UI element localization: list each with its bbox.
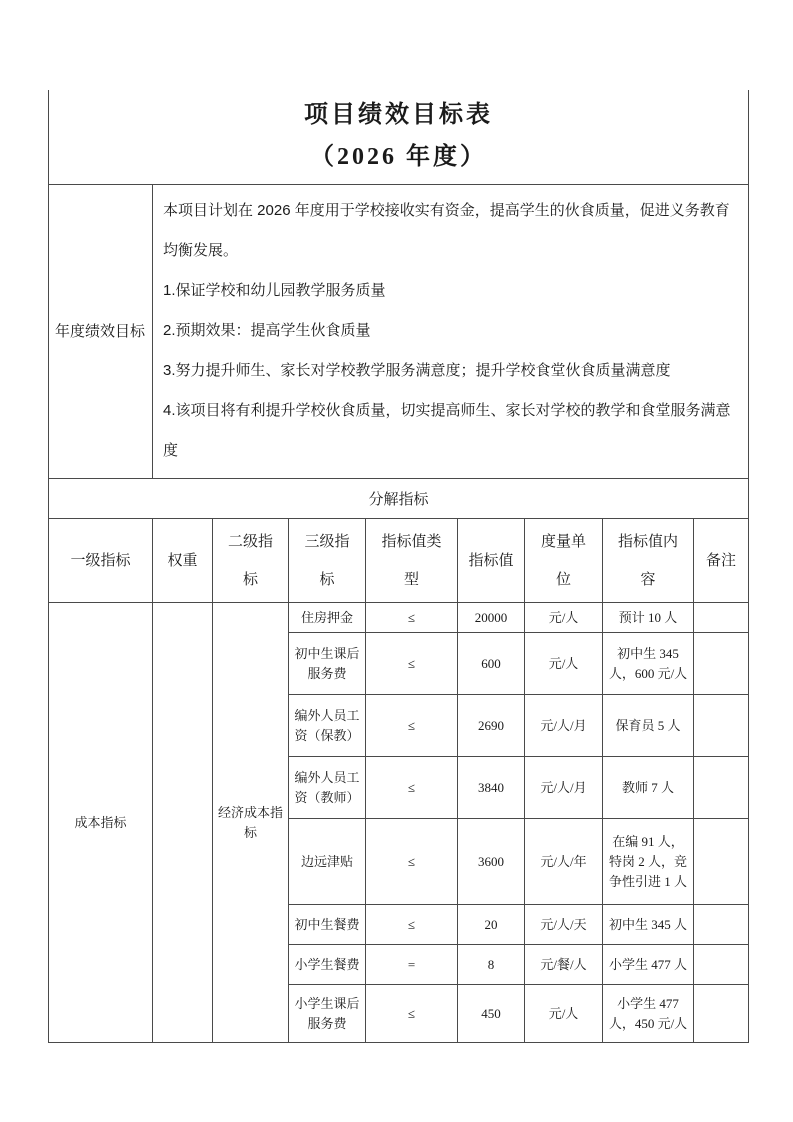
value-type-cell: ≤ — [366, 603, 458, 633]
header-level3-indicator: 三级指标 — [289, 519, 366, 603]
value-cell: 2690 — [458, 695, 525, 757]
goal-paragraph: 1.保证学校和幼儿园教学服务质量 — [163, 282, 386, 299]
note-cell — [694, 695, 749, 757]
header-level2-indicator: 二级指标 — [213, 519, 289, 603]
unit-cell: 元/人/月 — [525, 757, 603, 819]
value-content-cell: 教师 7 人 — [603, 757, 694, 819]
note-cell — [694, 757, 749, 819]
header-weight: 权重 — [153, 519, 213, 603]
indicator-cell: 编外人员工资（保教） — [289, 695, 366, 757]
value-cell: 3840 — [458, 757, 525, 819]
note-cell — [694, 945, 749, 985]
value-content-cell: 在编 91 人，特岗 2 人，竞争性引进 1 人 — [603, 819, 694, 905]
weight-cell — [153, 603, 213, 1043]
value-type-cell: ≤ — [366, 695, 458, 757]
page-title: 项目绩效目标表 — [304, 102, 493, 128]
table-row — [49, 603, 749, 633]
title-cell — [49, 90, 749, 185]
value-content-cell: 小学生 477 人，450 元/人 — [603, 985, 694, 1043]
header-value: 指标值 — [458, 519, 525, 603]
value-cell: 3600 — [458, 819, 525, 905]
value-type-cell: ≤ — [366, 757, 458, 819]
unit-cell: 元/人 — [525, 985, 603, 1043]
value-type-cell: ≤ — [366, 819, 458, 905]
note-cell — [694, 603, 749, 633]
header-value-content: 指标值内容 — [603, 519, 694, 603]
header-level1-indicator: 一级指标 — [49, 519, 153, 603]
unit-cell: 元/人/天 — [525, 905, 603, 945]
indicator-cell: 边远津贴 — [289, 819, 366, 905]
indicator-cell: 小学生餐费 — [289, 945, 366, 985]
header-note: 备注 — [694, 519, 749, 603]
value-type-cell: ≤ — [366, 985, 458, 1043]
value-type-cell: = — [366, 945, 458, 985]
unit-cell: 元/人 — [525, 633, 603, 695]
note-cell — [694, 985, 749, 1043]
goal-paragraph: 4.该项目将有利提升学校伙食质量，切实提高师生、家长对学校的教学和食堂服务满意度 — [163, 402, 731, 459]
goal-paragraph: 2.预期效果：提高学生伙食质量 — [163, 322, 371, 339]
unit-cell: 元/人/月 — [525, 695, 603, 757]
note-cell — [694, 633, 749, 695]
value-content-cell: 预计 10 人 — [603, 603, 694, 633]
annual-goal-content — [153, 185, 749, 479]
level1-indicator-cell: 成本指标 — [49, 603, 153, 1043]
value-cell: 20 — [458, 905, 525, 945]
unit-cell: 元/人 — [525, 603, 603, 633]
unit-cell: 元/餐/人 — [525, 945, 603, 985]
note-cell — [694, 905, 749, 945]
indicator-cell: 小学生课后服务费 — [289, 985, 366, 1043]
page-subtitle: （2026 年度） — [310, 144, 487, 170]
note-cell — [694, 819, 749, 905]
level2-indicator-cell: 经济成本指标 — [213, 603, 289, 1043]
value-type-cell: ≤ — [366, 905, 458, 945]
value-cell: 20000 — [458, 603, 525, 633]
annual-goal-label: 年度绩效目标 — [49, 185, 153, 479]
header-unit: 度量单位 — [525, 519, 603, 603]
value-content-cell: 初中生 345 人 — [603, 905, 694, 945]
value-content-cell: 保育员 5 人 — [603, 695, 694, 757]
indicator-cell: 住房押金 — [289, 603, 366, 633]
value-content-cell: 小学生 477 人 — [603, 945, 694, 985]
header-value-type: 指标值类型 — [366, 519, 458, 603]
value-cell: 8 — [458, 945, 525, 985]
value-type-cell: ≤ — [366, 633, 458, 695]
value-cell: 600 — [458, 633, 525, 695]
section-title: 分解指标 — [49, 479, 749, 519]
indicator-cell: 初中生课后服务费 — [289, 633, 366, 695]
performance-target-table — [48, 90, 749, 1043]
indicator-cell: 编外人员工资（教师） — [289, 757, 366, 819]
goal-paragraph: 本项目计划在 2026 年度用于学校接收实有资金，提高学生的伙食质量，促进义务教育均衡发展。 — [163, 202, 730, 259]
unit-cell: 元/人/年 — [525, 819, 603, 905]
value-cell: 450 — [458, 985, 525, 1043]
value-content-cell: 初中生 345 人，600 元/人 — [603, 633, 694, 695]
indicator-cell: 初中生餐费 — [289, 905, 366, 945]
goal-paragraph: 3.努力提升师生、家长对学校教学服务满意度；提升学校食堂伙食质量满意度 — [163, 362, 671, 379]
